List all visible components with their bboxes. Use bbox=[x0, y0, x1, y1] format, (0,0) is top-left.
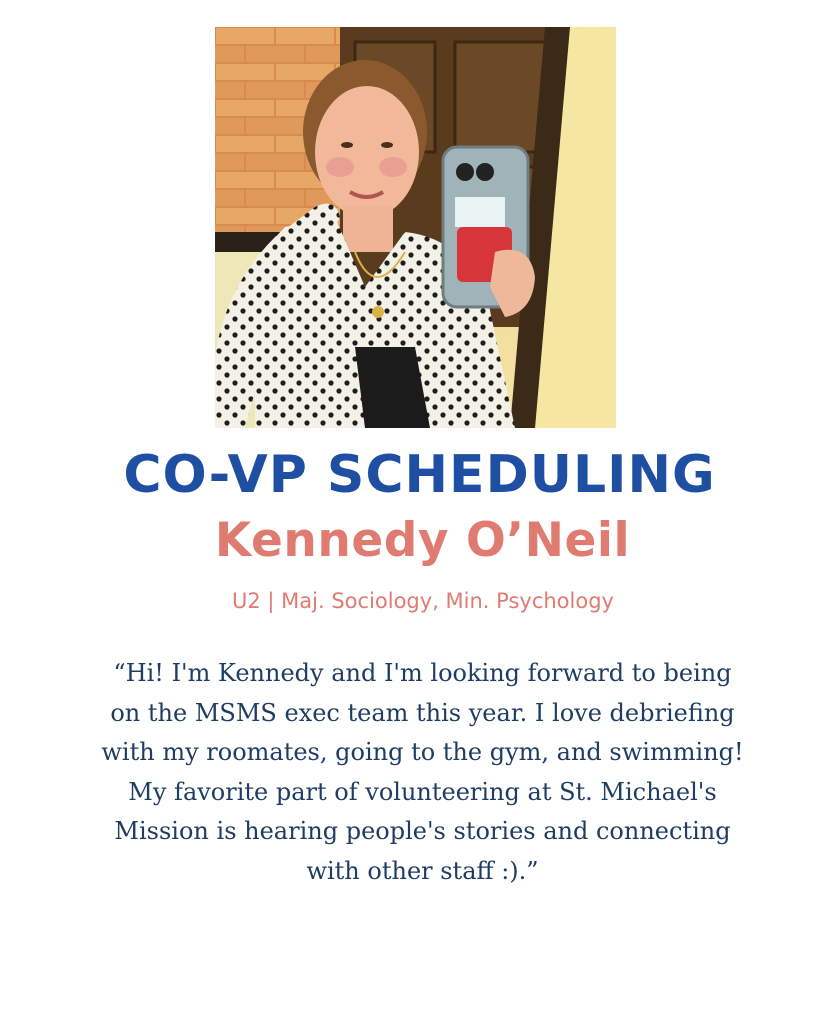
academic-details: U2 | Maj. Sociology, Min. Psychology bbox=[232, 589, 614, 613]
role-title: CO-VP SCHEDULING bbox=[123, 445, 716, 505]
person-name: Kennedy O’Neil bbox=[214, 513, 631, 568]
profile-photo bbox=[215, 27, 616, 428]
bio-quote: “Hi! I'm Kennedy and I'm looking forward to being on the MSMS exec team this year. I love debriefing with my roomates, going to the gym, and swimming! My favorite part of volunteering at St. Michael's Mission is hearing people's stories and connecting with other staff :).” bbox=[101, 659, 744, 885]
